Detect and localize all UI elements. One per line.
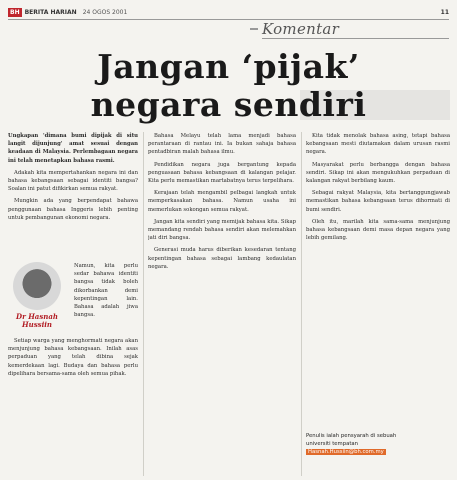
wrap-paragraph: Namun, kita perlu sedar bahawa identiti bangsa tidak boleh dikorbankan demi kepentingan lain. Bahasa adalah jiwa bangsa. [74,263,138,319]
column-2 [148,132,296,477]
author-note [306,432,450,456]
publication-logo: BH [10,8,20,16]
body-paragraph: Generasi muda harus diberikan kesedaran tentang kepentingan bahasa sebagai lambang kedaulatan negara. [148,247,296,270]
lede-paragraph: Ungkapan 'dimana bumi dipijak di situ langit dijunjung' amat sesuai dengan keadaan di Malaysia. Perlembagaan negara ini telah menetapkan bahasa rasmi. [8,133,138,164]
author-note-line-1: Penulis ialah pensyarah di sebuah [306,433,397,439]
section-rule [262,38,449,39]
author-photo [13,262,61,310]
headline-line-1: Jangan ‘pijak’ [97,47,360,86]
publication-name: BERITA HARIAN [24,8,77,16]
author-note-line-2: universiti tempatan [306,441,359,447]
headline-line-2: negara sendiri [90,85,367,124]
column-1-bottom [8,337,138,382]
body-paragraph: Pendidikan negara juga bergantung kepada penguasaan bahasa kebangsaan di kalangan pelajar. Kita perlu memastikan martabatnya terus terpelihara. [148,161,296,185]
body-paragraph: Masyarakat perlu berbangga dengan bahasa sendiri. Sikap ini akan mengukuhkan perpaduan di kalangan rakyat berbilang kaum. [306,161,450,185]
headline [8,48,449,124]
column-3 [306,132,450,422]
body-paragraph: Mungkin ada yang berpendapat bahawa penggunaan bahasa Inggeris lebih penting untuk pembangunan ekonomi negara. [8,198,138,221]
body-paragraph: Jangan kita sendiri yang memijak bahasa kita. Sikap memandang rendah bahasa sendiri akan melemahkan jati diri bangsa. [148,218,296,242]
body-paragraph: Adakah kita mempertahankan negara ini dan bahasa kebangsaan sebagai identiti bangsa? Soalan ini patut difikirkan semua rakyat. [8,169,138,193]
masthead [8,6,449,18]
issue-date: 24 OGOS 2001 [82,8,128,16]
column-divider [301,132,302,476]
author-byline [8,262,66,332]
body-paragraph: Kerajaan telah mengambil pelbagai langkah untuk memperkasakan bahasa. Namun usaha ini memerlukan sokongan semua rakyat. [148,190,296,213]
section-label: Komentar [262,20,452,38]
body-paragraph: Sebagai rakyat Malaysia, kita bertanggungjawab memastikan bahasa kebangsaan terus dihormati di bumi sendiri. [306,190,450,213]
author-email[interactable]: Hasnah.Hussiin@bh.com.my [308,449,384,455]
body-paragraph: Bahasa Melayu telah lama menjadi bahasa perantaraan di rantau ini. Ia bukan sahaja bahasa pentadbiran malah bahasa ilmu. [148,133,296,156]
body-paragraph: Oleh itu, marilah kita sama-sama menjunjung bahasa kebangsaan demi masa depan negara yang lebih gemilang. [306,218,450,242]
body-paragraph: Setiap warga yang menghormati negara akan menjunjung bahasa kebangsaan. Inilah asas perpaduan yang telah dibina sejak kemerdekaan lagi. Budaya dan bahasa perlu dipelihara bersama-sama oleh semua pihak. [8,338,138,377]
body-paragraph: Kita tidak menolak bahasa asing, tetapi bahasa kebangsaan mesti diutamakan dalam urusan rasmi negara. [306,133,450,156]
column-1-top [8,132,138,226]
author-name: Dr Hasnah Hussiin [16,312,58,329]
column-divider [143,132,144,476]
page-number: 11 [440,8,449,16]
